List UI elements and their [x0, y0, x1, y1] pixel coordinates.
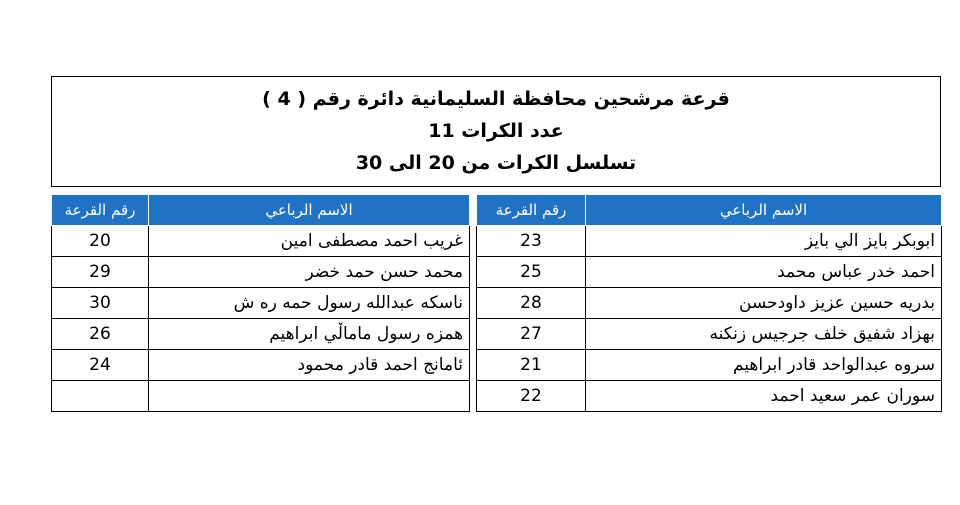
candidate-name: بهزاد شفيق خلف جرجيس زنكنه [586, 319, 942, 350]
candidate-name: محمد حسن حمد خضر [149, 257, 470, 288]
column-header-number: رقم القرعة [477, 195, 586, 226]
draw-number: 20 [52, 226, 149, 257]
candidate-name: بدريه حسين عزيز داودحسن [586, 288, 942, 319]
table-row-empty [52, 381, 470, 412]
table-row [52, 226, 470, 257]
candidate-name: ئامانج احمد قادر محمود [149, 350, 470, 381]
candidate-name: احمد خدر عباس محمد [586, 257, 942, 288]
table-row [477, 226, 942, 257]
draw-number: 30 [52, 288, 149, 319]
column-header-name: الاسم الرباعي [149, 195, 470, 226]
draw-number: 21 [477, 350, 586, 381]
table-row [52, 257, 470, 288]
candidates-table-left [51, 194, 470, 412]
candidate-name: همزه رسول ماماڵي ابراهيم [149, 319, 470, 350]
table-row [52, 288, 470, 319]
header-box [51, 76, 941, 187]
header-title: قرعة مرشحين محافظة السليمانية دائرة رقم ( 4 ) [262, 88, 730, 110]
candidate-name: ناسكه عبدالله رسول حمه ره ش [149, 288, 470, 319]
table-row [52, 319, 470, 350]
table-header-row [52, 195, 470, 226]
candidate-name [149, 381, 470, 412]
candidate-name: سروه عبدالواحد قادر ابراهيم [586, 350, 942, 381]
draw-number: 24 [52, 350, 149, 381]
candidates-table-right [476, 194, 942, 412]
draw-number: 27 [477, 319, 586, 350]
candidate-name: غريب احمد مصطفى امين [149, 226, 470, 257]
table-row [477, 350, 942, 381]
table-row [477, 288, 942, 319]
table-row [477, 381, 942, 412]
draw-number: 22 [477, 381, 586, 412]
table-row [477, 319, 942, 350]
header-ball-sequence: تسلسل الكرات من 20 الى 30 [355, 152, 637, 174]
draw-number: 28 [477, 288, 586, 319]
table-header-row [477, 195, 942, 226]
candidate-name: ابوبكر بايز الي بايز [586, 226, 942, 257]
column-header-number: رقم القرعة [52, 195, 149, 226]
draw-number: 26 [52, 319, 149, 350]
column-header-name: الاسم الرباعي [586, 195, 942, 226]
draw-number: 25 [477, 257, 586, 288]
table-row [52, 350, 470, 381]
table-row [477, 257, 942, 288]
draw-number [52, 381, 149, 412]
candidate-name: سوران عمر سعيد احمد [586, 381, 942, 412]
header-ball-count: عدد الكرات 11 [428, 120, 564, 142]
draw-number: 29 [52, 257, 149, 288]
draw-number: 23 [477, 226, 586, 257]
